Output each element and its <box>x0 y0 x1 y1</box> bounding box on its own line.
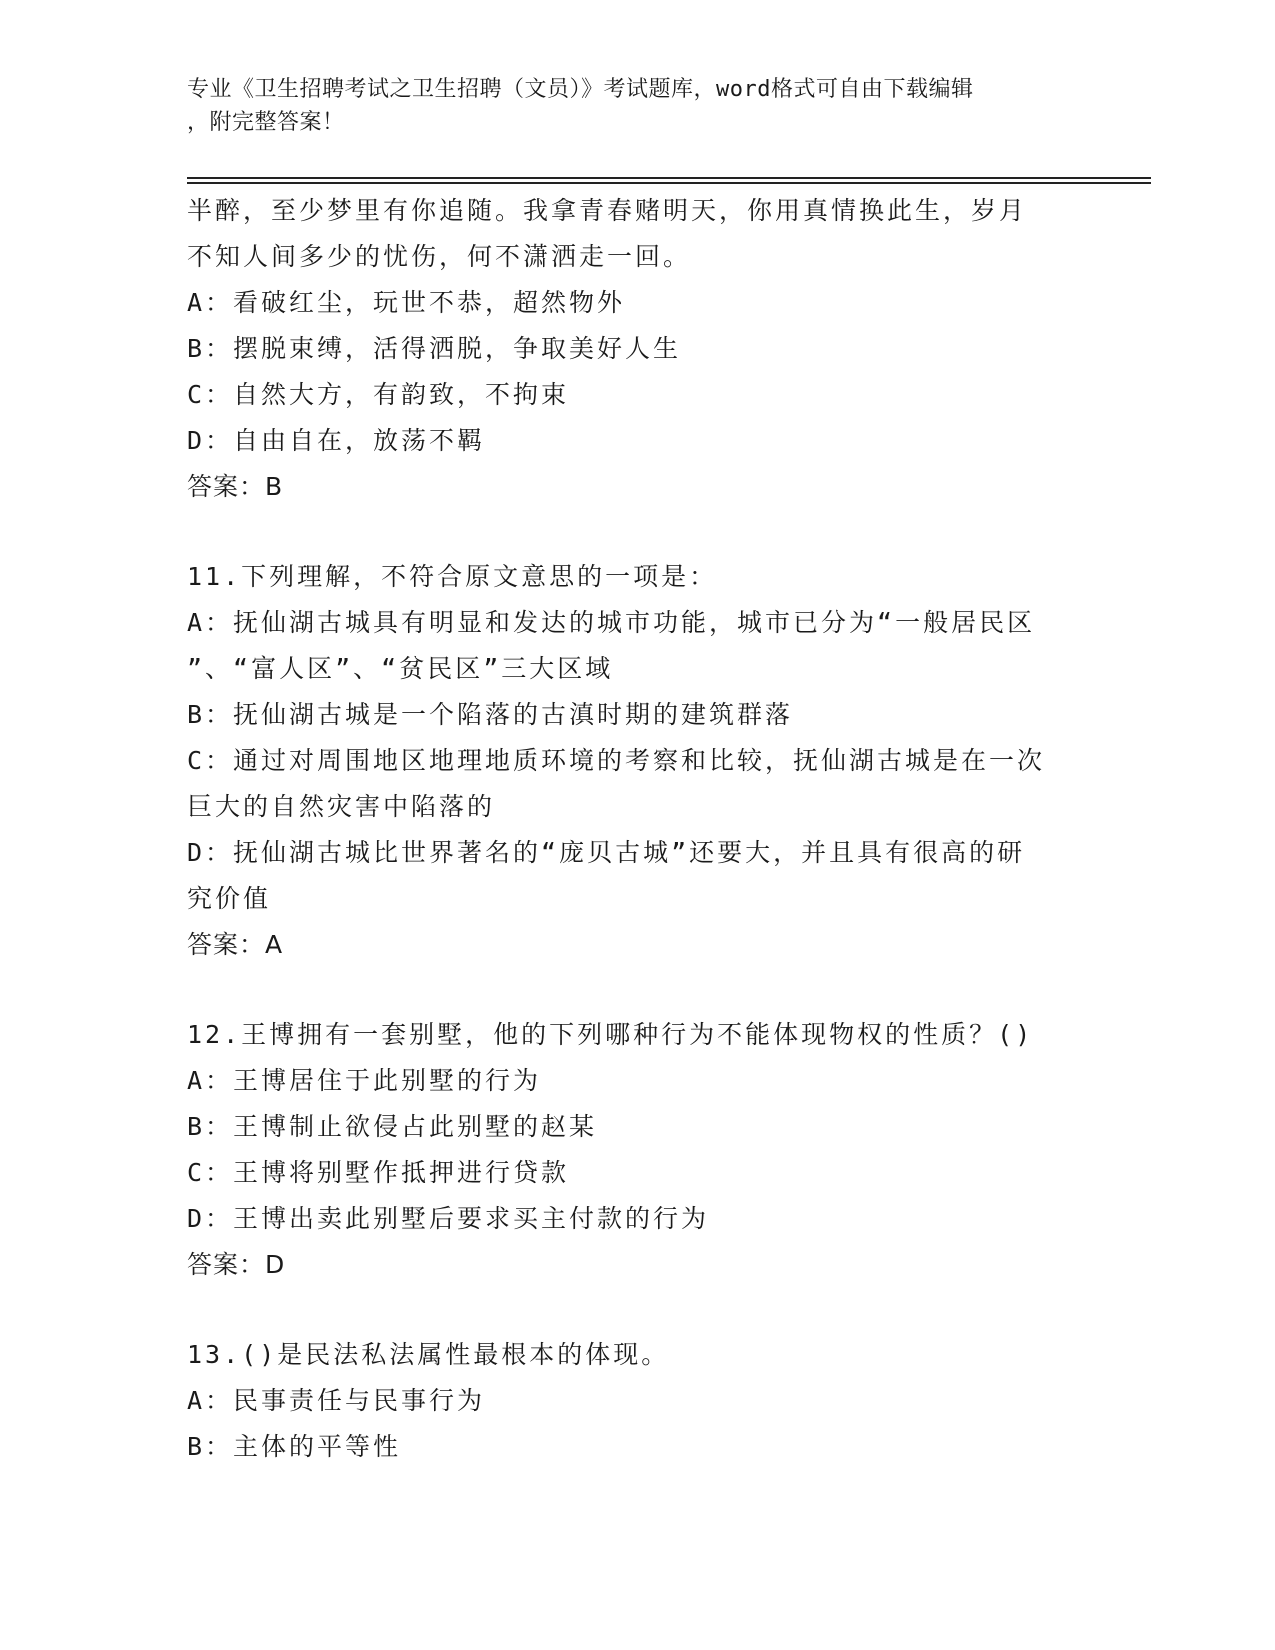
option-b: B：王博制止欲侵占此别墅的赵某 <box>187 1112 598 1141</box>
header-divider-bottom <box>187 182 1151 184</box>
question-13 <box>187 1332 1087 1470</box>
option-c-continued: 巨大的自然灾害中陷落的 <box>187 792 496 821</box>
document-body <box>187 188 1087 1470</box>
option-d: D：王博出卖此别墅后要求买主付款的行为 <box>187 1204 710 1233</box>
option-d: D：自由自在，放荡不羁 <box>187 426 486 455</box>
header-divider-top <box>187 177 1151 179</box>
option-a-continued: ”、“富人区”、“贫民区”三大区域 <box>187 654 614 683</box>
answer: 答案：B <box>187 472 284 501</box>
option-c: C：通过对周围地区地理地质环境的考察和比较，抚仙湖古城是在一次 <box>187 746 1046 775</box>
header-line-2: ，附完整答案！ <box>187 110 345 135</box>
question-stem: 12.王博拥有一套别墅，他的下列哪种行为不能体现物权的性质？() <box>187 1020 1034 1049</box>
header-line-1: 专业《卫生招聘考试之卫生招聘（文员）》考试题库，word格式可自由下载编辑 <box>187 77 974 102</box>
question-11 <box>187 554 1087 968</box>
option-c: C：自然大方，有韵致，不拘束 <box>187 380 570 409</box>
passage-line: 半醉，至少梦里有你追随。我拿青春赌明天，你用真情换此生，岁月 <box>187 196 1028 225</box>
option-d-continued: 究价值 <box>187 884 272 913</box>
passage-line: 不知人间多少的忧伤，何不潇洒走一回。 <box>187 242 692 271</box>
option-a: A：王博居住于此别墅的行为 <box>187 1066 542 1095</box>
option-b: B：抚仙湖古城是一个陷落的古滇时期的建筑群落 <box>187 700 794 729</box>
answer: 答案：D <box>187 1250 286 1279</box>
option-a: A：抚仙湖古城具有明显和发达的城市功能，城市已分为“一般居民区 <box>187 608 1036 637</box>
answer: 答案：A <box>187 930 284 959</box>
option-a: A：看破红尘，玩世不恭，超然物外 <box>187 288 626 317</box>
option-b: B：摆脱束缚，活得洒脱，争取美好人生 <box>187 334 682 363</box>
question-10-continuation <box>187 188 1087 510</box>
option-c: C：王博将别墅作抵押进行贷款 <box>187 1158 570 1187</box>
option-d: D：抚仙湖古城比世界著名的“庞贝古城”还要大，并且具有很高的研 <box>187 838 1026 867</box>
question-12 <box>187 1012 1087 1288</box>
page-header <box>187 73 1067 139</box>
option-a: A：民事责任与民事行为 <box>187 1386 486 1415</box>
question-stem: 11.下列理解，不符合原文意思的一项是： <box>187 562 718 591</box>
option-b: B：主体的平等性 <box>187 1432 402 1461</box>
question-stem: 13.()是民法私法属性最根本的体现。 <box>187 1340 670 1369</box>
